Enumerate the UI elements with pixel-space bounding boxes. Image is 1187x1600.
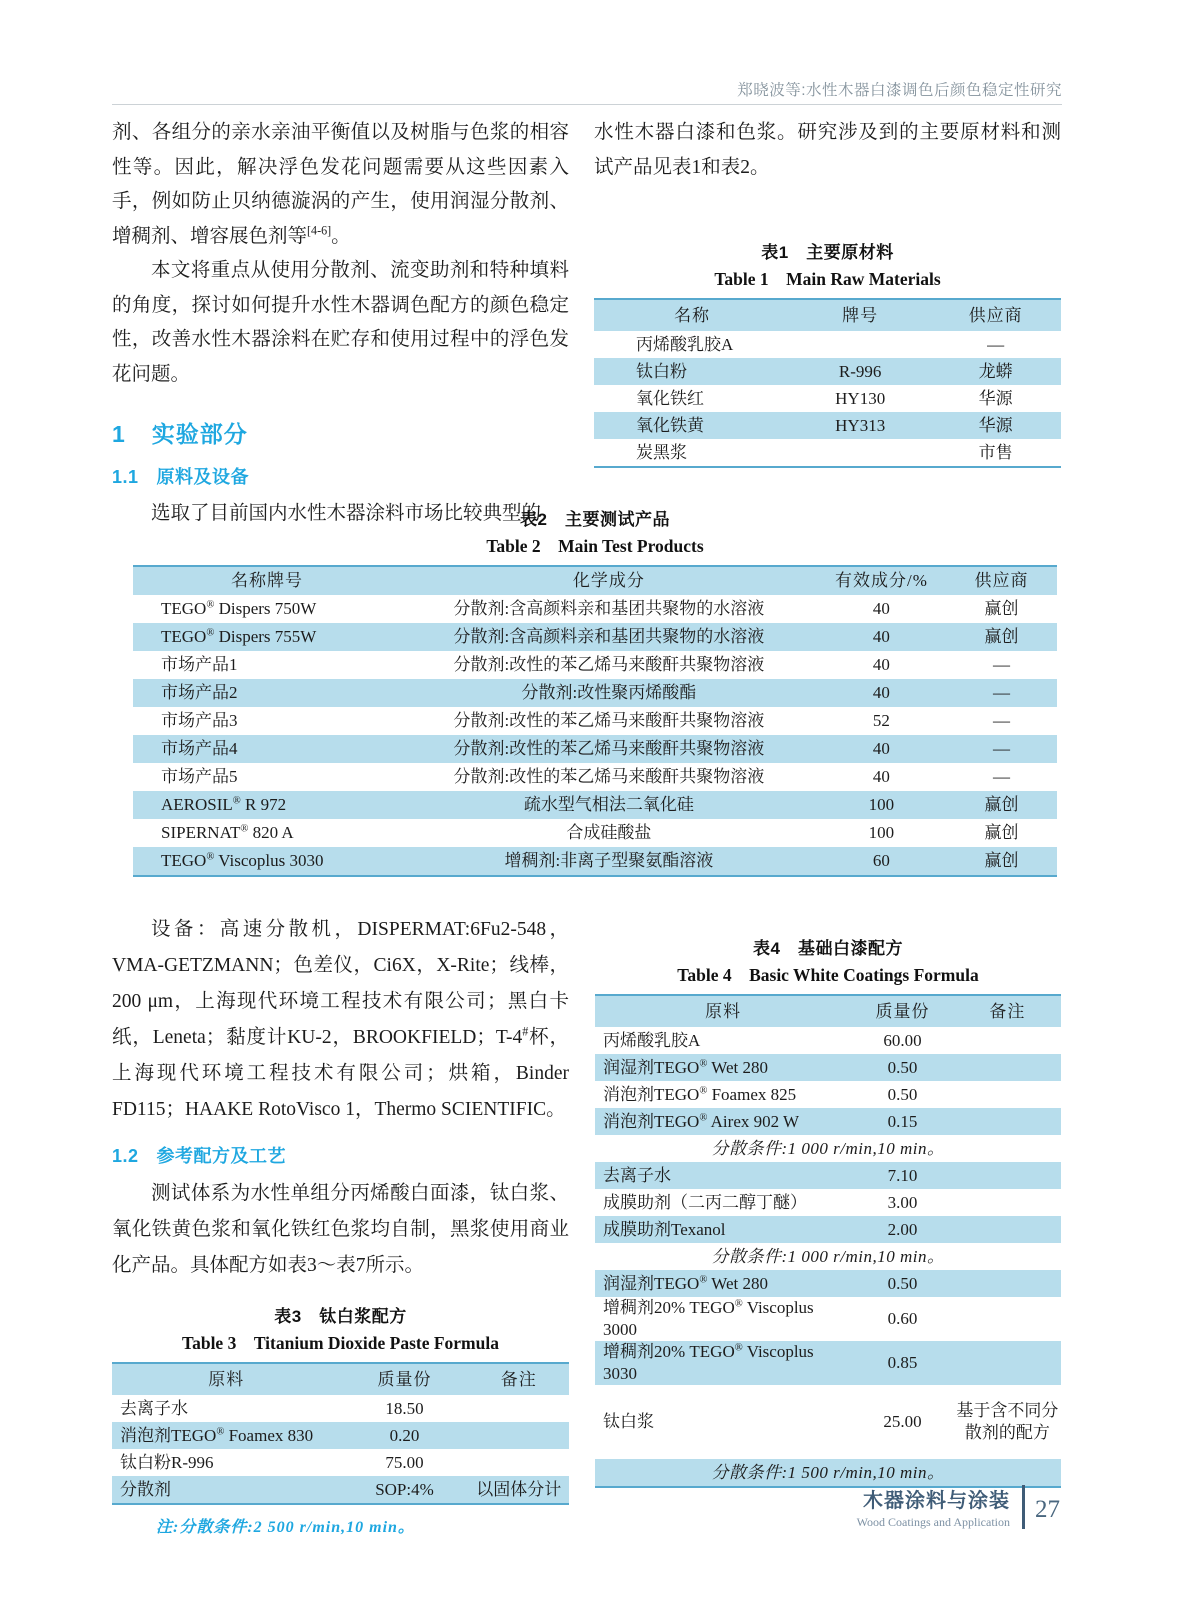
table1-block xyxy=(594,238,1061,468)
table-cell: 疏水型气相法二氧化硅 xyxy=(523,795,694,814)
table-cell: 40 xyxy=(872,599,890,618)
table-row xyxy=(133,651,1057,679)
table-row xyxy=(594,439,1061,466)
table-row xyxy=(594,412,1061,439)
table-cell: 钛白粉R-996 xyxy=(120,1452,214,1472)
table-cell: TEGO® Dispers 755W xyxy=(161,627,317,646)
table-cell: 增稠剂20% TEGO® Viscoplus 3030 xyxy=(603,1342,814,1383)
table-row xyxy=(595,1385,1061,1459)
table-cell: TEGO® Viscoplus 3030 xyxy=(161,851,324,870)
table-cell: 60.00 xyxy=(883,1030,922,1050)
section-heading-1-1 xyxy=(112,463,569,489)
table-row xyxy=(595,1341,1061,1385)
table-cell: 赢创 xyxy=(984,851,1019,870)
table1-title-en: Table 1 Main Raw Materials xyxy=(714,269,941,289)
table3 xyxy=(112,1362,569,1505)
table-cell: 75.00 xyxy=(385,1452,424,1472)
column-header: 牌号 xyxy=(842,305,879,325)
section-number: 1.2 xyxy=(112,1146,139,1166)
header-rule xyxy=(112,104,1062,105)
column-header: 质量份 xyxy=(377,1369,432,1389)
table-header-row xyxy=(112,1364,569,1395)
table-cell: 市场产品3 xyxy=(161,711,238,730)
table-cell: 分散剂:改性的苯乙烯马来酸酐共聚物溶液 xyxy=(453,767,765,786)
table-cell: 赢创 xyxy=(984,627,1019,646)
column-header: 原料 xyxy=(208,1369,245,1389)
table-cell: 成膜助剂（二丙二醇丁醚） xyxy=(603,1192,807,1212)
table-cell: 100 xyxy=(868,795,895,814)
table-row xyxy=(595,1189,1061,1216)
table4-title-cn: 表4 基础白漆配方 xyxy=(753,939,903,958)
table-row xyxy=(595,1027,1061,1054)
table-cell: 赢创 xyxy=(984,599,1019,618)
table-cell: 消泡剂TEGO® Foamex 825 xyxy=(603,1084,797,1104)
table-cell: 市场产品1 xyxy=(161,655,238,674)
section-heading-1 xyxy=(112,416,569,449)
table-cell: 分散剂:改性聚丙烯酸酯 xyxy=(521,683,697,702)
table-cell: 润湿剂TEGO® Wet 280 xyxy=(603,1273,768,1293)
column-header: 供应商 xyxy=(968,305,1023,325)
table-cell: 市场产品2 xyxy=(161,683,238,702)
table-cell: 华源 xyxy=(978,388,1013,408)
table-cell: 成膜助剂Texanol xyxy=(603,1219,726,1239)
table3-title-en: Table 3 Titanium Dioxide Paste Formula xyxy=(182,1333,499,1353)
table-cell: 润湿剂TEGO® Wet 280 xyxy=(603,1057,768,1077)
table-cell: 7.10 xyxy=(887,1165,918,1185)
table-condition-row xyxy=(595,1135,1061,1162)
journal-name xyxy=(857,1484,1010,1530)
table-cell: 分散剂:含高颜料亲和基团共聚物的水溶液 xyxy=(453,627,765,646)
table-cell: 赢创 xyxy=(984,795,1019,814)
table-cell: 分散剂:改性的苯乙烯马来酸酐共聚物溶液 xyxy=(453,711,765,730)
table-cell: 25.00 xyxy=(883,1412,922,1431)
table-row xyxy=(112,1476,569,1503)
intro-paragraph-1: 剂、各组分的亲水亲油平衡值以及树脂与色浆的相容性等。因此，解决浮色发花问题需要从这些因素入手，例如防止贝纳德漩涡的产生，使用润湿分散剂、增稠剂、增容展色剂等[4-6]。 xyxy=(112,122,569,247)
table-cell: 氧化铁红 xyxy=(636,388,704,408)
table-row xyxy=(133,847,1057,875)
column-header: 备注 xyxy=(989,1001,1026,1021)
table-cell: 合成硅酸盐 xyxy=(566,823,652,842)
formula-paragraph: 测试体系为水性单组分丙烯酸白面漆，钛白浆、氧化铁黄色浆和氧化铁红色浆均自制，黑浆使用商业化产品。具体配方如表3～表7所示。 xyxy=(112,1183,569,1276)
table4-title-en: Table 4 Basic White Coatings Formula xyxy=(677,965,979,985)
table-cell: — xyxy=(993,711,1011,730)
table4-block xyxy=(595,934,1061,1488)
column-header: 备注 xyxy=(500,1369,537,1389)
table1-title-cn: 表1 主要原材料 xyxy=(761,243,894,262)
table-cell: 40 xyxy=(872,767,890,786)
table-cell: 分散剂:改性的苯乙烯马来酸酐共聚物溶液 xyxy=(453,739,765,758)
column-header: 供应商 xyxy=(974,571,1029,590)
table-cell: 去离子水 xyxy=(120,1398,188,1418)
table1 xyxy=(594,298,1061,468)
column-header: 原料 xyxy=(705,1001,742,1021)
table-header-row xyxy=(133,567,1057,595)
table-cell: 0.50 xyxy=(887,1273,918,1293)
table-cell: TEGO® Dispers 750W xyxy=(161,599,317,618)
table-row xyxy=(133,791,1057,819)
table-row xyxy=(112,1449,569,1476)
table3-title-cn: 表3 钛白浆配方 xyxy=(274,1307,407,1326)
table-cell: 0.85 xyxy=(887,1353,918,1372)
table-row xyxy=(112,1395,569,1422)
table-cell: SOP:4% xyxy=(375,1479,434,1499)
table-row xyxy=(595,1297,1061,1341)
table-cell: 40 xyxy=(872,683,890,702)
column-header: 质量份 xyxy=(875,1001,930,1021)
left-column-bottom xyxy=(112,912,569,1537)
section-heading-1-2 xyxy=(112,1142,569,1168)
table-cell: 钛白粉 xyxy=(636,361,687,381)
column-header: 化学成分 xyxy=(572,571,645,590)
table-row xyxy=(112,1422,569,1449)
footer-divider xyxy=(1022,1485,1025,1529)
table-cell: 炭黑浆 xyxy=(636,442,687,462)
section-number: 1.1 xyxy=(112,467,139,487)
table-cell: 钛白浆 xyxy=(603,1412,654,1431)
page-number: 27 xyxy=(1035,1496,1060,1523)
table-cell: R-996 xyxy=(838,361,882,381)
column-header: 名称 xyxy=(674,305,711,325)
table-row xyxy=(133,707,1057,735)
journal-name-cn: 木器涂料与涂装 xyxy=(863,1490,1010,1512)
table-cell: 40 xyxy=(872,739,890,758)
table-cell: 消泡剂TEGO® Airex 902 W xyxy=(603,1111,800,1131)
table-cell: 18.50 xyxy=(385,1398,424,1418)
table-cell: 赢创 xyxy=(984,823,1019,842)
section-title: 原料及设备 xyxy=(156,467,250,487)
table-condition-row xyxy=(595,1459,1061,1486)
table-cell: 消泡剂TEGO® Foamex 830 xyxy=(120,1425,314,1445)
table-header-row xyxy=(595,996,1061,1027)
section-number: 1 xyxy=(112,421,126,447)
table-row xyxy=(133,763,1057,791)
table2-title-en: Table 2 Main Test Products xyxy=(486,536,704,556)
table-row xyxy=(595,1108,1061,1135)
table-cell: AEROSIL® R 972 xyxy=(161,795,287,814)
table-cell: — xyxy=(993,683,1011,702)
table-cell: HY313 xyxy=(835,415,886,435)
table-cell: 60 xyxy=(872,851,890,870)
table-cell: — xyxy=(993,655,1011,674)
table-cell: 分散剂 xyxy=(120,1479,171,1499)
intro-paragraph-2: 本文将重点从使用分散剂、流变助剂和特种填料的角度，探讨如何提升水性木器调色配方的颜色稳定性，改善水性木器涂料在贮存和使用过程中的浮色发花问题。 xyxy=(112,260,569,385)
table-row xyxy=(594,385,1061,412)
table-row xyxy=(594,331,1061,358)
table-cell: — xyxy=(993,739,1011,758)
table-cell: 丙烯酸乳胶A xyxy=(636,334,734,354)
table4 xyxy=(595,994,1061,1488)
table-cell: 增稠剂20% TEGO® Viscoplus 3000 xyxy=(603,1298,814,1339)
table3-note: 注:分散条件:2 500 r/min,10 min。 xyxy=(156,1519,415,1536)
table-row xyxy=(133,679,1057,707)
table-cell: 40 xyxy=(872,627,890,646)
table-cell: 0.15 xyxy=(887,1111,918,1131)
table-row xyxy=(595,1081,1061,1108)
table2-title-cn: 表2 主要测试产品 xyxy=(520,510,670,529)
equipment-paragraph: 设备：高速分散机，DISPERMAT:6Fu2-548，VMA-GETZMANN；色差仪，Ci6X，X-Rite；线棒，200 μm，上海现代环境工程技术有限公司；黑白卡纸，Leneta；黏度计KU-2，BROOKFIELD；T-4#杯，上海现代环境工程技术有限公司；烘箱，Binder FD115；HAAKE RotoVisco 1，Thermo SCIENTIFIC。 xyxy=(112,919,569,1120)
table-cell: 基于含不同分散剂的配方 xyxy=(956,1401,1059,1442)
table-cell: 龙蟒 xyxy=(978,361,1013,381)
table-cell: 分散剂:改性的苯乙烯马来酸酐共聚物溶液 xyxy=(453,655,765,674)
table2-block xyxy=(133,505,1057,877)
table-cell: 以固体分计 xyxy=(476,1479,562,1499)
page-footer xyxy=(700,1484,1060,1530)
table-row xyxy=(133,735,1057,763)
journal-name-en: Wood Coatings and Application xyxy=(856,1515,1010,1529)
column-header: 有效成分/% xyxy=(834,571,928,590)
table-cell: 2.00 xyxy=(887,1219,918,1239)
table-row xyxy=(595,1162,1061,1189)
table-cell: — xyxy=(993,767,1011,786)
table-row xyxy=(595,1054,1061,1081)
table-row xyxy=(595,1216,1061,1243)
table-cell: 0.50 xyxy=(887,1057,918,1077)
section-title: 实验部分 xyxy=(151,421,248,447)
table-cell: 华源 xyxy=(978,415,1013,435)
table-cell: SIPERNAT® 820 A xyxy=(161,823,294,842)
table-row xyxy=(594,358,1061,385)
select-paragraph: 选取了目前国内水性木器涂料市场比较典型的 xyxy=(151,503,542,524)
condition-text: 分散条件:1 000 r/min,10 min。 xyxy=(711,1246,945,1266)
table-cell: 市场产品4 xyxy=(161,739,238,758)
table-cell: 0.60 xyxy=(887,1309,918,1328)
table-cell: 市售 xyxy=(978,442,1013,462)
table-condition-row xyxy=(595,1243,1061,1270)
table-cell: 3.00 xyxy=(887,1192,918,1212)
condition-text: 分散条件:1 000 r/min,10 min。 xyxy=(711,1138,945,1158)
running-head: 郑晓波等:水性木器白漆调色后颜色稳定性研究 xyxy=(737,82,1062,99)
condition-text: 分散条件:1 500 r/min,10 min。 xyxy=(711,1462,945,1482)
right-intro-paragraph: 水性木器白漆和色浆。研究涉及到的主要原材料和测试产品见表1和表2。 xyxy=(594,122,1061,178)
right-column-top xyxy=(594,116,1061,468)
table-row xyxy=(133,819,1057,847)
table-cell: 丙烯酸乳胶A xyxy=(603,1030,701,1050)
table-cell: 0.20 xyxy=(389,1425,420,1445)
table-cell: 去离子水 xyxy=(603,1165,671,1185)
table-cell: 52 xyxy=(872,711,890,730)
table-cell: 40 xyxy=(872,655,890,674)
table-cell: — xyxy=(987,334,1005,354)
section-title: 参考配方及工艺 xyxy=(156,1146,287,1166)
table-cell: 0.50 xyxy=(887,1084,918,1104)
table-cell: 增稠剂:非离子型聚氨酯溶液 xyxy=(504,851,714,870)
table-cell: 分散剂:含高颜料亲和基团共聚物的水溶液 xyxy=(453,599,765,618)
table-cell: 100 xyxy=(868,823,895,842)
right-column-bottom xyxy=(595,934,1061,1488)
table-row xyxy=(133,595,1057,623)
table-row xyxy=(133,623,1057,651)
table-cell: 氧化铁黄 xyxy=(636,415,704,435)
table-header-row xyxy=(594,300,1061,331)
table2 xyxy=(133,565,1057,877)
table-cell: 市场产品5 xyxy=(161,767,238,786)
table3-block xyxy=(112,1302,569,1537)
column-header: 名称牌号 xyxy=(230,571,303,590)
table-row xyxy=(595,1270,1061,1297)
table-cell: HY130 xyxy=(835,388,886,408)
left-column-top xyxy=(112,116,569,532)
